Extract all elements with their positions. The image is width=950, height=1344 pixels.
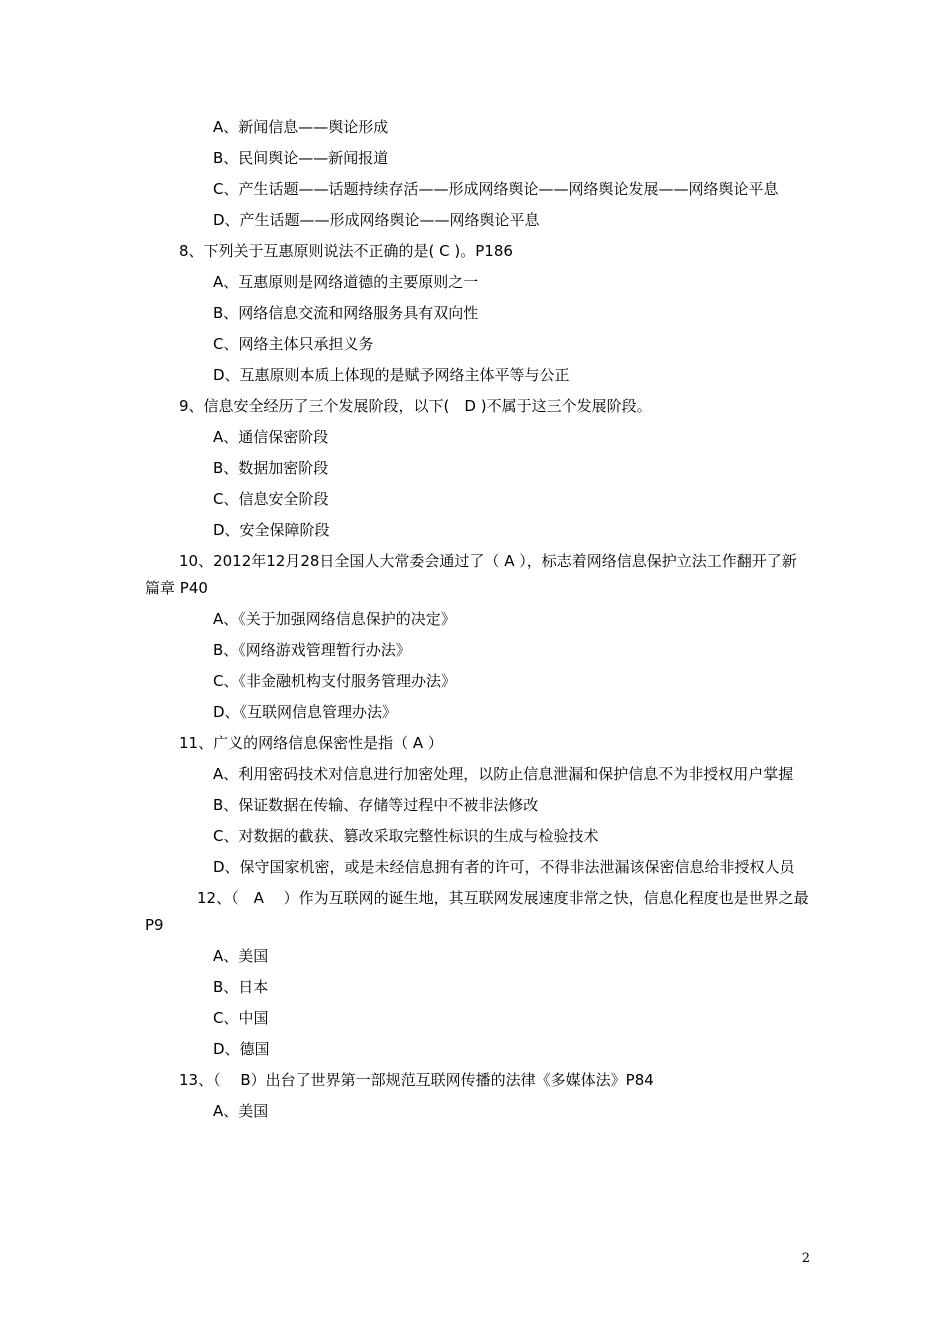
answer-option: D、产生话题——形成网络舆论——网络舆论平息 (213, 211, 540, 229)
answer-option: B、日本 (213, 978, 269, 996)
question-text: 8、下列关于互惠原则说法不正确的是( C )。P186 (179, 242, 513, 260)
answer-option: A、美国 (213, 947, 269, 965)
answer-option: B、网络信息交流和网络服务具有双向性 (213, 304, 479, 322)
answer-option: A、《关于加强网络信息保护的决定》 (213, 610, 456, 628)
answer-option: A、互惠原则是网络道德的主要原则之一 (213, 273, 479, 291)
answer-option: D、安全保障阶段 (213, 521, 330, 539)
question-text: 11、广义的网络信息保密性是指（ A ） (179, 734, 443, 752)
question-text: 12、（ A ）作为互联网的诞生地，其互联网发展速度非常之快，信息化程度也是世界之最 P9 (145, 889, 809, 934)
answer-option: D、《互联网信息管理办法》 (213, 703, 398, 721)
answer-option: A、新闻信息——舆论形成 (213, 118, 389, 136)
answer-option: C、中国 (213, 1009, 269, 1027)
page-number: 2 (801, 1251, 810, 1266)
answer-option: D、德国 (213, 1040, 270, 1058)
answer-option: D、保守国家机密，或是未经信息拥有者的许可，不得非法泄漏该保密信息给非授权人员 (213, 858, 795, 876)
question-text: 10、2012年12月28日全国人大常委会通过了（ A ），标志着网络信息保护立法工作翻开了新篇章 P40 (145, 552, 797, 597)
answer-option: A、利用密码技术对信息进行加密处理，以防止信息泄漏和保护信息不为非授权用户掌握 (213, 765, 794, 783)
answer-option: A、美国 (213, 1102, 269, 1120)
answer-option: B、《网络游戏管理暂行办法》 (213, 641, 411, 659)
answer-option: C、对数据的截获、篡改采取完整性标识的生成与检验技术 (213, 827, 599, 845)
document-body (145, 114, 810, 1129)
answer-option: C、《非金融机构支付服务管理办法》 (213, 672, 456, 690)
question-text: 13、（ B）出台了世界第一部规范互联网传播的法律《多媒体法》P84 (179, 1071, 654, 1089)
answer-option: C、网络主体只承担义务 (213, 335, 374, 353)
answer-option: D、互惠原则本质上体现的是赋予网络主体平等与公正 (213, 366, 570, 384)
answer-option: C、产生话题——话题持续存活——形成网络舆论——网络舆论发展——网络舆论平息 (213, 180, 779, 198)
answer-option: B、数据加密阶段 (213, 459, 329, 477)
answer-option: A、通信保密阶段 (213, 428, 329, 446)
question-text: 9、信息安全经历了三个发展阶段，以下( D )不属于这三个发展阶段。 (179, 397, 652, 415)
answer-option: B、保证数据在传输、存储等过程中不被非法修改 (213, 796, 539, 814)
answer-option: B、民间舆论——新闻报道 (213, 149, 389, 167)
answer-option: C、信息安全阶段 (213, 490, 329, 508)
